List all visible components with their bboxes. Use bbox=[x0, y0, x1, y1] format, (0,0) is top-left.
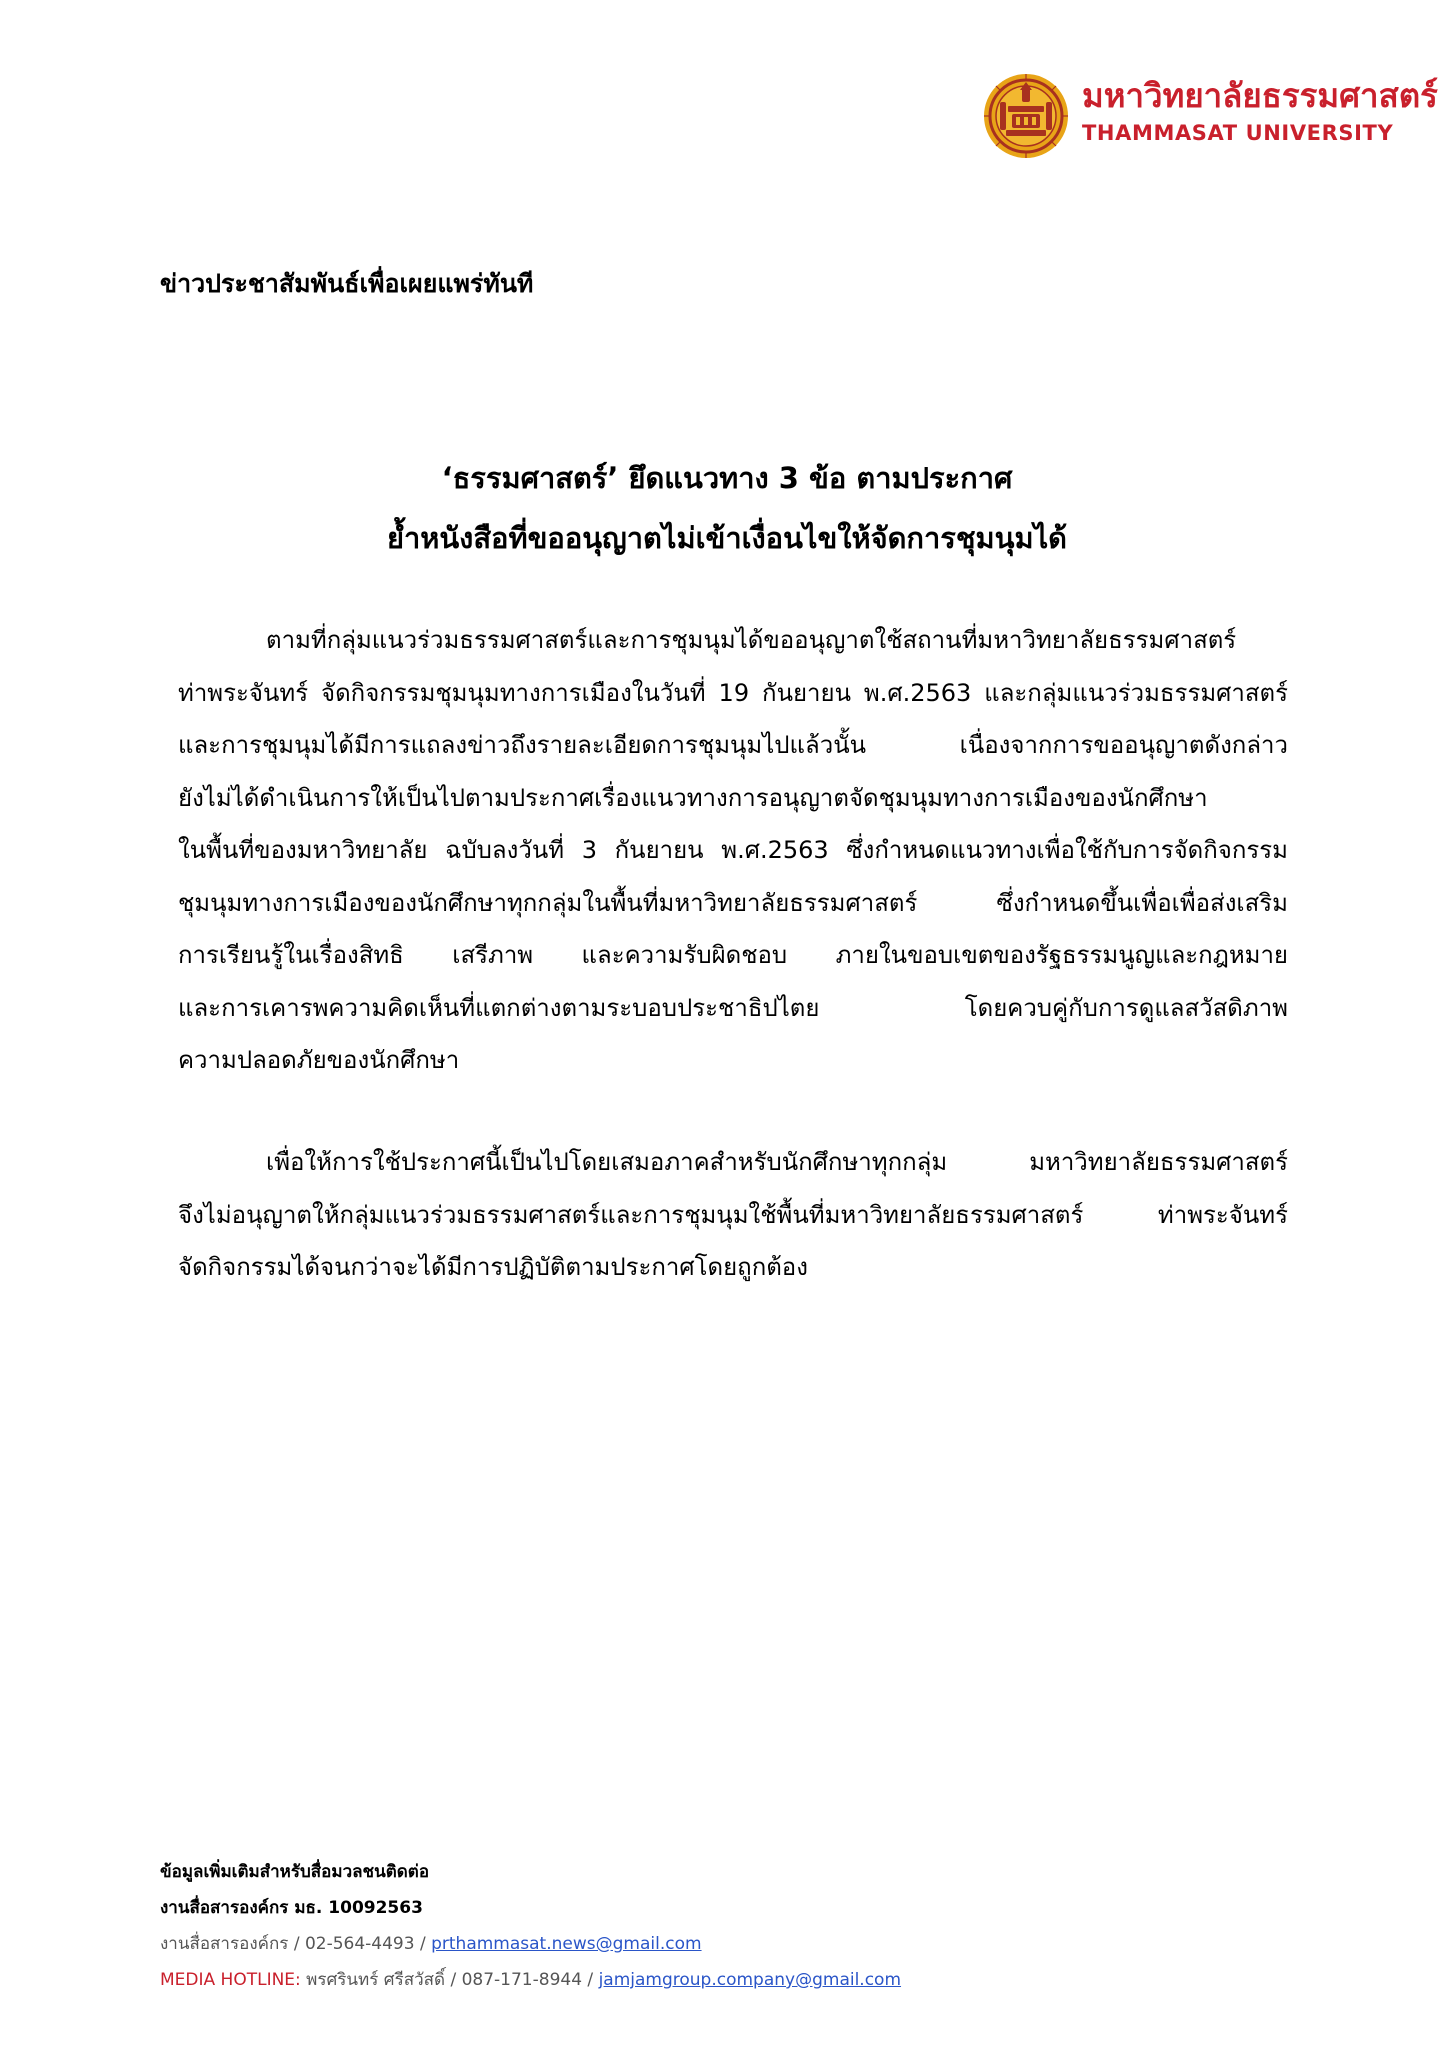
headline bbox=[160, 448, 1294, 568]
university-seal-icon bbox=[982, 72, 1070, 160]
media-contact-block bbox=[160, 1854, 1060, 1998]
headline-line-2: ย้ำหนังสือที่ขออนุญาตไม่เข้าเงื่อนไขให้จัดการชุมนุมได้ bbox=[386, 521, 1068, 555]
paragraph-line: ท่าพระจันทร์ จัดกิจกรรมชุมนุมทางการเมืองในวันที่ 19 กันยายน พ.ศ.2563 และกลุ่มแนวร่วมธรรมศาสตร์ bbox=[178, 678, 1288, 707]
contact-office-phone: งานสื่อสารองค์กร / 02-564-4493 / bbox=[160, 1934, 432, 1954]
paragraph-line: และการเคารพความคิดเห็นที่แตกต่างตามระบอบประชาธิปไตย โดยควบคู่กับการดูแลสวัสดิภาพ bbox=[178, 993, 1288, 1022]
university-logo bbox=[982, 72, 1438, 162]
contact-office: งานสื่อสารองค์กร มธ. 10092563 bbox=[160, 1898, 423, 1918]
office-email-link[interactable]: prthammasat.news@gmail.com bbox=[431, 1934, 702, 1954]
paragraph-line: จัดกิจกรรมได้จนกว่าจะได้มีการปฏิบัติตามประกาศโดยถูกต้อง bbox=[178, 1253, 808, 1281]
hotline-email-link[interactable]: jamjamgroup.company@gmail.com bbox=[598, 1970, 902, 1990]
contact-heading: ข้อมูลเพิ่มเติมสำหรับสื่อมวลชนติดต่อ bbox=[160, 1862, 430, 1882]
paragraph-line: จึงไม่อนุญาตให้กลุ่มแนวร่วมธรรมศาสตร์และการชุมนุมใช้พื้นที่มหาวิทยาลัยธรรมศาสตร์ ท่าพระจันทร์ bbox=[178, 1200, 1288, 1229]
paragraph-line: และการชุมนุมได้มีการแถลงข่าวถึงรายละเอียดการชุมนุมไปแล้วนั้น เนื่องจากการขออนุญาตดังกล่าว bbox=[178, 731, 1288, 759]
contact-office-line bbox=[160, 1926, 1060, 1962]
contact-hotline-line bbox=[160, 1962, 1060, 1998]
media-hotline-label: MEDIA HOTLINE: bbox=[160, 1970, 301, 1990]
paragraph-line: การเรียนรู้ในเรื่องสิทธิ เสรีภาพ และความรับผิดชอบ ภายในขอบเขตของรัฐธรรมนูญและกฎหมาย bbox=[178, 941, 1288, 969]
paragraph-line: ยังไม่ได้ดำเนินการให้เป็นไปตามประกาศเรื่องแนวทางการอนุญาตจัดชุมนุมทางการเมืองของนักศึกษา bbox=[178, 783, 1208, 812]
headline-line-1: ‘ธรรมศาสตร์’ ยึดแนวทาง 3 ข้อ ตามประกาศ bbox=[441, 461, 1013, 495]
paragraph-line: เพื่อให้การใช้ประกาศนี้เป็นไปโดยเสมอภาคสำหรับนักศึกษาทุกกลุ่ม มหาวิทยาลัยธรรมศาสตร์ bbox=[266, 1148, 1288, 1176]
paragraph-line: ชุมนุมทางการเมืองของนักศึกษาทุกกลุ่มในพื้นที่มหาวิทยาลัยธรรมศาสตร์ ซึ่งกำหนดขึ้นเพื่อเพื่อส่งเสริม bbox=[178, 888, 1288, 917]
university-name-english: THAMMASAT UNIVERSITY bbox=[1082, 121, 1394, 145]
press-release-kicker: ข่าวประชาสัมพันธ์เพื่อเผยแพร่ทันที bbox=[160, 269, 534, 298]
body-paragraph-2 bbox=[178, 1136, 1288, 1294]
body-paragraph-1 bbox=[178, 614, 1288, 1087]
paragraph-line: ในพื้นที่ของมหาวิทยาลัย ฉบับลงวันที่ 3 กันยายน พ.ศ.2563 ซึ่งกำหนดแนวทางเพื่อใช้กับการจัดกิจกรรม bbox=[178, 836, 1288, 864]
university-name-thai: มหาวิทยาลัยธรรมศาสตร์ bbox=[1082, 76, 1438, 115]
paragraph-line: ตามที่กลุ่มแนวร่วมธรรมศาสตร์และการชุมนุมได้ขออนุญาตใช้สถานที่มหาวิทยาลัยธรรมศาสตร์ bbox=[266, 626, 1237, 654]
media-hotline-contact: พรศรินทร์ ศรีสวัสดิ์ / 087-171-8944 / bbox=[300, 1970, 599, 1990]
paragraph-line: ความปลอดภัยของนักศึกษา bbox=[178, 1046, 460, 1074]
